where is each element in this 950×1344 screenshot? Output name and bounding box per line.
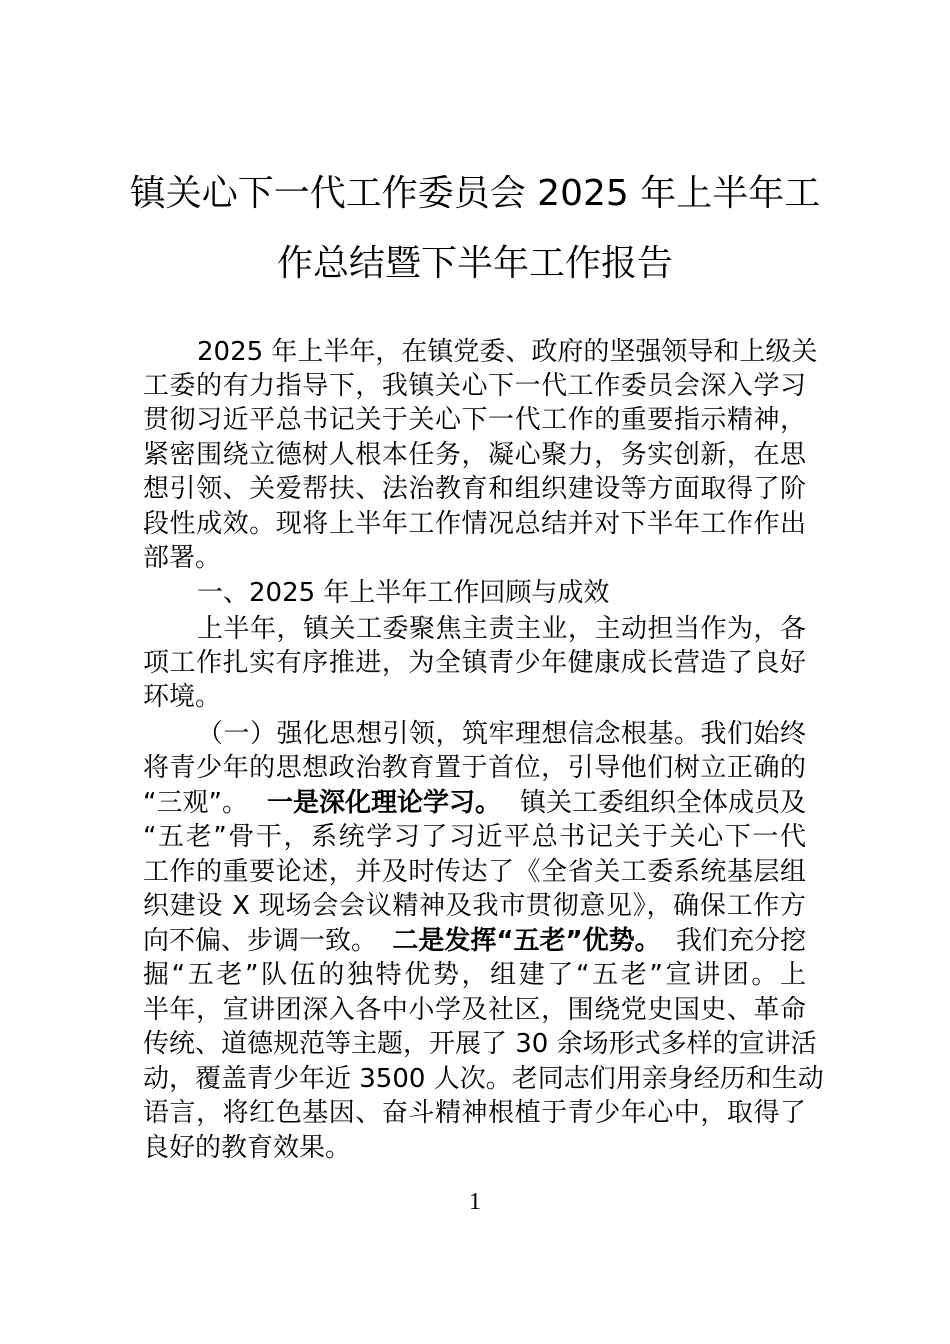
text-line: 语言，将红色基因、奋斗精神根植于青少年心中，取得了 [143, 1098, 806, 1128]
text-line: 段性成效。现将上半年工作情况总结并对下半年工作作出 [143, 509, 806, 539]
bold-point-1: 一是深化理论学习。 [266, 788, 501, 818]
text-line-mixed [143, 786, 806, 820]
page-number: 1 [469, 1189, 481, 1215]
text-span: 镇关工委组织全体成员及 [519, 788, 806, 818]
text-line: 项工作扎实有序推进，为全镇青少年健康成长营造了良好 [143, 648, 806, 678]
text-span: 向不偏、步调一致。 [143, 926, 378, 956]
text-line: 工委的有力指导下，我镇关心下一代工作委员会深入学习 [143, 371, 806, 401]
text-line: 环境。 [143, 682, 222, 712]
text-line: 半年，宣讲团深入各中小学及社区，围绕党史国史、革命 [143, 995, 806, 1025]
text-line: 贯彻习近平总书记关于关心下一代工作的重要指示精神， [143, 405, 806, 435]
text-line: 动，覆盖青少年近 3500 人次。老同志们用亲身经历和生动 [143, 1064, 824, 1094]
bold-point-2: 二是发挥“五老”优势。 [392, 926, 661, 956]
text-span: 我们充分挖 [675, 926, 806, 956]
document-title-line-2: 作总结暨下半年工作报告 [276, 243, 673, 284]
text-line: 将青少年的思想政治教育置于首位，引导他们树立正确的 [143, 753, 806, 783]
text-line: 良好的教育效果。 [143, 1133, 352, 1163]
text-line: “五老”骨干，系统学习了习近平总书记关于关心下一代 [143, 822, 806, 852]
text-line: 紧密围绕立德树人根本任务，凝心聚力，务实创新，在思 [143, 440, 806, 470]
subsection-heading-line: （一）强化思想引领，筑牢理想信念根基。我们始终 [197, 719, 806, 749]
text-line: 工作的重要论述，并及时传达了《全省关工委系统基层组 [143, 857, 806, 887]
text-line: 2025 年上半年，在镇党委、政府的坚强领导和上级关 [197, 337, 818, 367]
text-line: 部署。 [143, 543, 222, 573]
text-line: 想引领、关爱帮扶、法治教育和组织建设等方面取得了阶 [143, 474, 806, 504]
text-span: “三观”。 [143, 788, 248, 818]
document-title-line-1: 镇关心下一代工作委员会 2025 年上半年工 [129, 173, 821, 214]
text-line: 上半年，镇关工委聚焦主责主业，主动担当作为，各 [197, 614, 806, 644]
section-heading: 一、2025 年上半年工作回顾与成效 [197, 578, 610, 608]
text-line: 传统、道德规范等主题，开展了 30 余场形式多样的宣讲活 [143, 1029, 817, 1059]
text-line: 掘“五老”队伍的独特优势，组建了“五老”宣讲团。上 [143, 960, 806, 990]
text-line: 织建设 X 现场会会议精神及我市贯彻意见》，确保工作方 [143, 891, 806, 921]
text-line-mixed [143, 924, 806, 958]
